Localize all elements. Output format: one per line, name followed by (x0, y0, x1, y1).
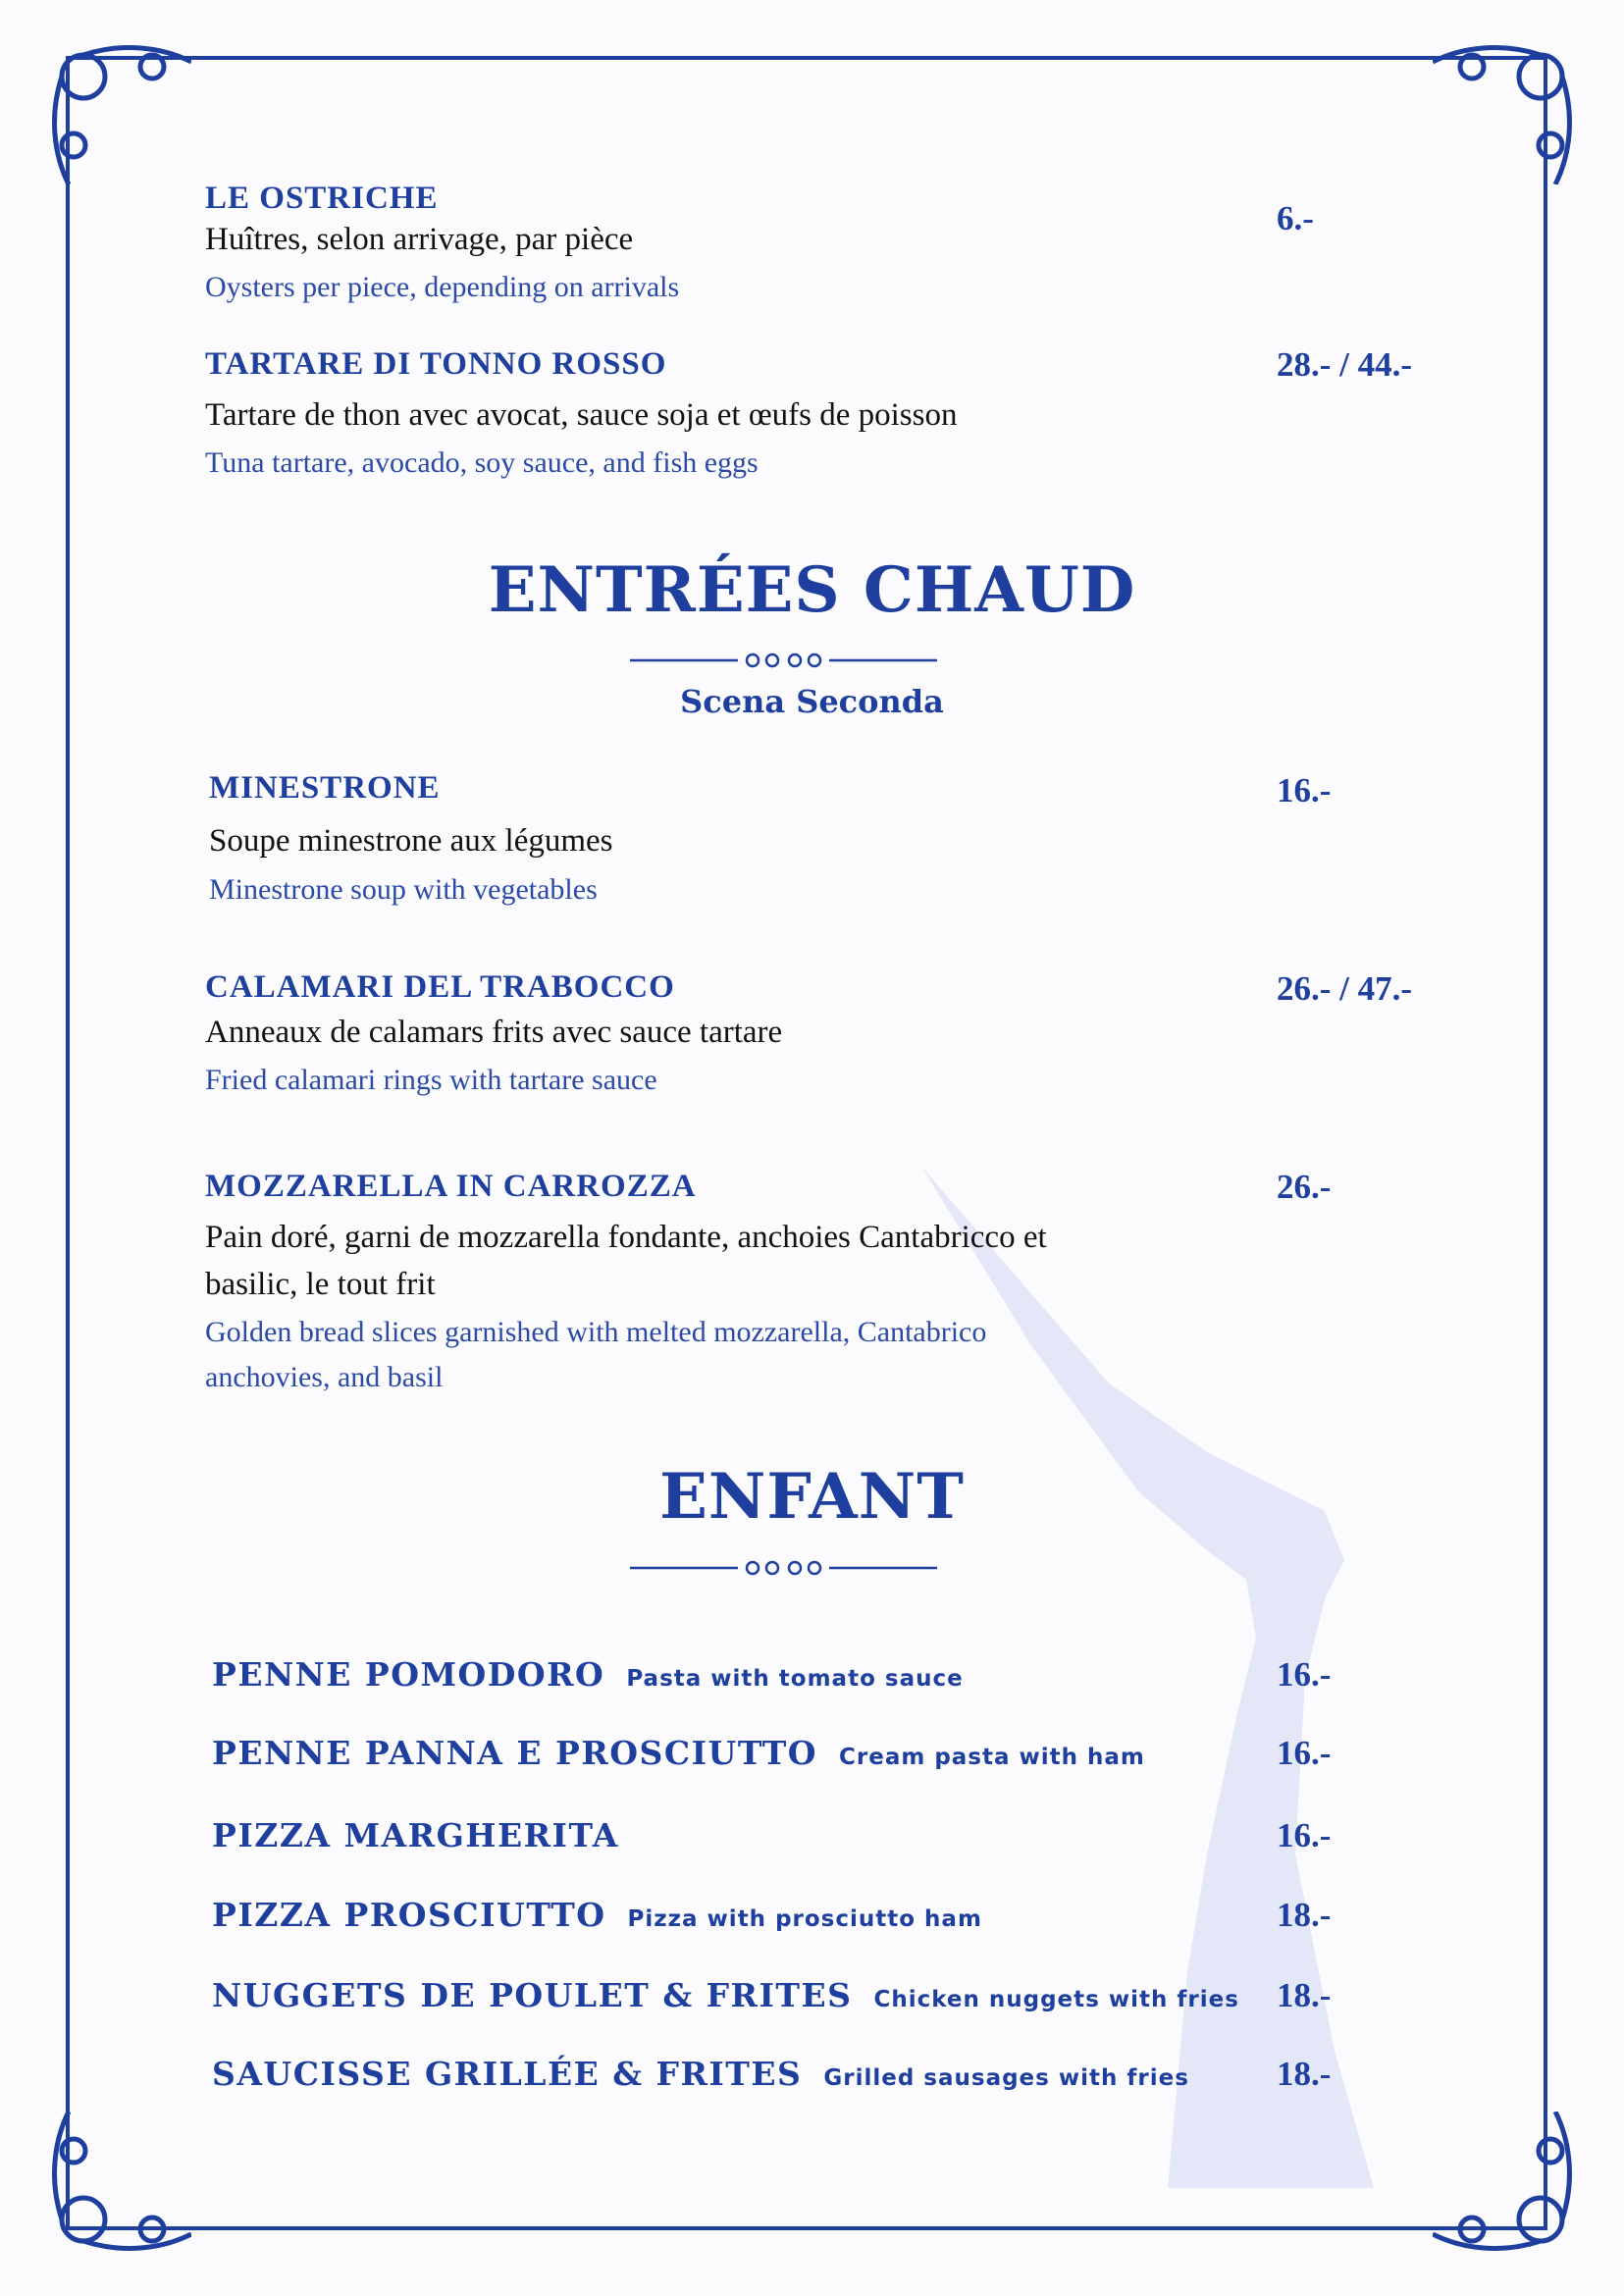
item-description-fr: Huîtres, selon arrivage, par pièce (205, 222, 634, 257)
item-description-fr: Soupe minestrone aux légumes (209, 823, 613, 859)
section-heading: ENTRÉES CHAUD (488, 553, 1136, 627)
item-name: PIZZA PROSCIUTTO (212, 1896, 606, 1934)
item-description-fr: Tartare de thon avec avocat, sauce soja et œufs de poisson (205, 397, 958, 433)
item-description: Cream pasta with ham (839, 1745, 1145, 1770)
item-price: 28.- / 44.- (1277, 345, 1413, 384)
kids-menu-item (212, 1655, 964, 1694)
item-description: Pasta with tomato sauce (626, 1666, 964, 1692)
item-description: Pizza with prosciutto ham (627, 1906, 982, 1932)
kids-menu-item (212, 1976, 1239, 2014)
corner-scroll-ornament-icon (44, 37, 191, 184)
item-name: PENNE PANNA E PROSCIUTTO (212, 1734, 817, 1772)
item-description-en: Fried calamari rings with tartare sauce (205, 1064, 657, 1096)
item-name: TARTARE DI TONNO ROSSO (205, 346, 667, 382)
item-price: 6.- (1277, 199, 1314, 237)
ornamental-divider-icon (630, 649, 937, 672)
item-description-en: anchovies, and basil (205, 1361, 444, 1393)
item-name: MINESTRONE (209, 770, 441, 806)
item-price: 16.- (1277, 1816, 1332, 1854)
item-name: SAUCISSE GRILLÉE & FRITES (212, 2055, 803, 2093)
item-name: LE OSTRICHE (205, 181, 439, 216)
item-price: 16.- (1277, 1734, 1332, 1772)
item-description-en: Tuna tartare, avocado, soy sauce, and fish eggs (205, 446, 759, 479)
item-description: Grilled sausages with fries (823, 2065, 1189, 2091)
item-price: 16.- (1277, 1655, 1332, 1694)
item-name: PENNE POMODORO (212, 1655, 605, 1694)
item-price: 26.- (1277, 1168, 1332, 1206)
kids-menu-item (212, 1734, 1145, 1772)
item-name: PIZZA MARGHERITA (212, 1816, 619, 1854)
section-heading: ENFANT (659, 1460, 965, 1534)
item-description-fr: Pain doré, garni de mozzarella fondante, anchoies Cantabricco et (205, 1220, 1047, 1255)
kids-menu-item (212, 1816, 641, 1854)
item-name: NUGGETS DE POULET & FRITES (212, 1976, 853, 2014)
item-price: 18.- (1277, 1976, 1332, 2014)
corner-scroll-ornament-icon (1433, 37, 1580, 184)
kids-menu-item (212, 1896, 982, 1934)
section-subheading: Scena Seconda (680, 683, 944, 720)
item-description-fr: Anneaux de calamars frits avec sauce tartare (205, 1015, 783, 1050)
corner-scroll-ornament-icon (44, 2112, 191, 2259)
item-name: CALAMARI DEL TRABOCCO (205, 969, 675, 1005)
item-description-en: Golden bread slices garnished with melted mozzarella, Cantabrico (205, 1316, 987, 1348)
item-price: 18.- (1277, 2055, 1332, 2093)
item-description: Chicken nuggets with fries (873, 1987, 1239, 2012)
item-name: MOZZARELLA IN CARROZZA (205, 1169, 697, 1204)
item-price: 26.- / 47.- (1277, 969, 1413, 1008)
item-description-fr: basilic, le tout frit (205, 1267, 436, 1302)
kids-menu-item (212, 2055, 1189, 2093)
ornamental-divider-icon (630, 1556, 937, 1580)
item-price: 18.- (1277, 1896, 1332, 1934)
corner-scroll-ornament-icon (1433, 2112, 1580, 2259)
item-description-en: Oysters per piece, depending on arrivals (205, 271, 680, 303)
item-price: 16.- (1277, 771, 1332, 809)
item-description-en: Minestrone soup with vegetables (209, 873, 598, 906)
